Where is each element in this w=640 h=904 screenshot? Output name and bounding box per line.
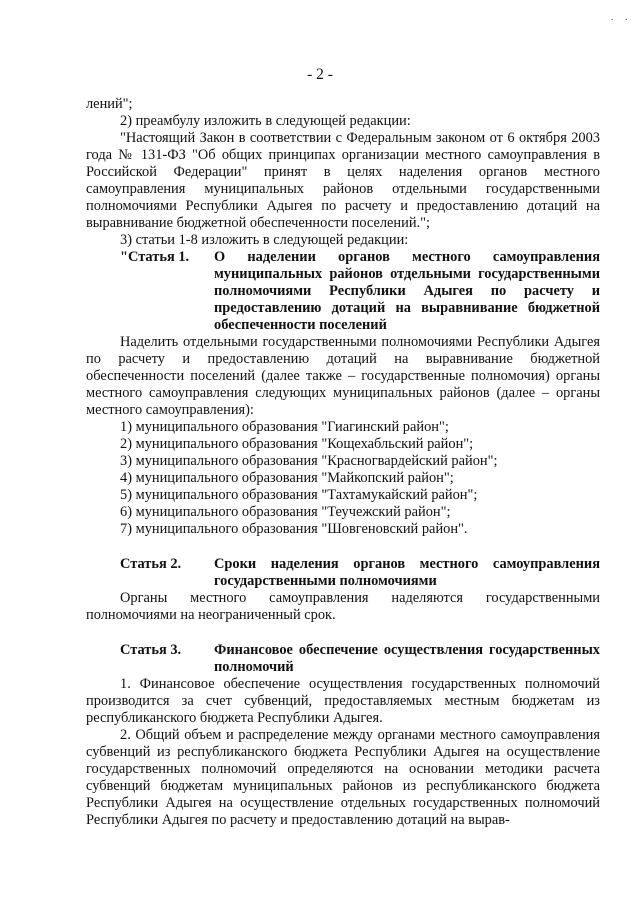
list-item: 3) муниципального образования "Красногвардейский район";	[120, 453, 498, 469]
intro-fragment: лений";	[86, 96, 133, 112]
article-3-heading	[86, 642, 600, 676]
list-item: 4) муниципального образования "Майкопский район";	[120, 470, 454, 486]
article-1-heading	[86, 249, 600, 334]
article-3-paragraph-2: 2. Общий объем и распределение между органами местного самоуправления субвенций из республиканского бюджета Республики Адыгея на осуществление государственных полномочий определяются на основании методики расчета субвенций бюджетам муниципальных районов из республиканского бюджета Республики Адыгея на осуществление отдельных государственных полномочий Республики Адыгея по расчету и предоставлению дотаций на вырав-	[86, 727, 600, 828]
list-item: 2) муниципального образования "Кощехабльский район";	[120, 436, 474, 452]
article-3-paragraph-1: 1. Финансовое обеспечение осуществления государственных полномочий производится за счет субвенций, предоставляемых местным бюджетам из республиканского бюджета Республики Адыгея.	[86, 676, 600, 726]
article-2-title: Сроки наделения органов местного самоуправления государственными полномочиями	[214, 556, 600, 589]
district-list	[86, 419, 600, 538]
article-1-body: Наделить отдельными государственными полномочиями Республики Адыгея по расчету и предоставлению дотаций на выравнивание бюджетной обеспеченности поселений (далее также – государственные полномочия) органы местного самоуправления следующих муниципальных районов (далее – органы местного самоуправления):	[86, 334, 600, 418]
page-number: - 2 -	[307, 66, 333, 83]
document-body	[86, 96, 600, 829]
article-1-number: "Статья 1.	[120, 249, 190, 265]
article-3-number: Статья 3.	[120, 642, 182, 658]
preamble-text: "Настоящий Закон в соответствии с Федеральным законом от 6 октября 2003 года № 131-ФЗ "Об общих принципах организации местного самоуправления в Российской Федерации" принят в целях наделения органов местного самоуправления муниципальных районов отдельными государственными полномочиями Республики Адыгея по расчету и предоставлению дотаций на выравнивание бюджетной обеспеченности поселений.";	[86, 130, 600, 231]
list-item: 6) муниципального образования "Теучежский район";	[120, 504, 451, 520]
article-3-title: Финансовое обеспечение осуществления государственных полномочий	[214, 642, 600, 675]
article-2-number: Статья 2.	[120, 556, 182, 572]
spacer	[86, 624, 600, 642]
intro-item-2: 2) преамбулу изложить в следующей редакции:	[120, 113, 411, 129]
article-2-body: Органы местного самоуправления наделяются государственными полномочиями на неограниченный срок.	[86, 590, 600, 623]
list-item: 5) муниципального образования "Тахтамукайский район";	[120, 487, 478, 503]
corner-marks: · ·	[610, 14, 632, 25]
spacer	[86, 538, 600, 556]
article-1-title: О наделении органов местного самоуправления муниципальных районов отдельными государственными полномочиями Республики Адыгея по расчету и предоставлению дотаций на выравнивание бюджетной обеспеченности поселений	[214, 249, 600, 333]
list-item: 1) муниципального образования "Гиагинский район";	[120, 419, 449, 435]
list-item: 7) муниципального образования "Шовгеновский район".	[120, 521, 468, 537]
intro-item-3: 3) статьи 1-8 изложить в следующей редакции:	[120, 232, 409, 248]
article-2-heading	[86, 556, 600, 590]
